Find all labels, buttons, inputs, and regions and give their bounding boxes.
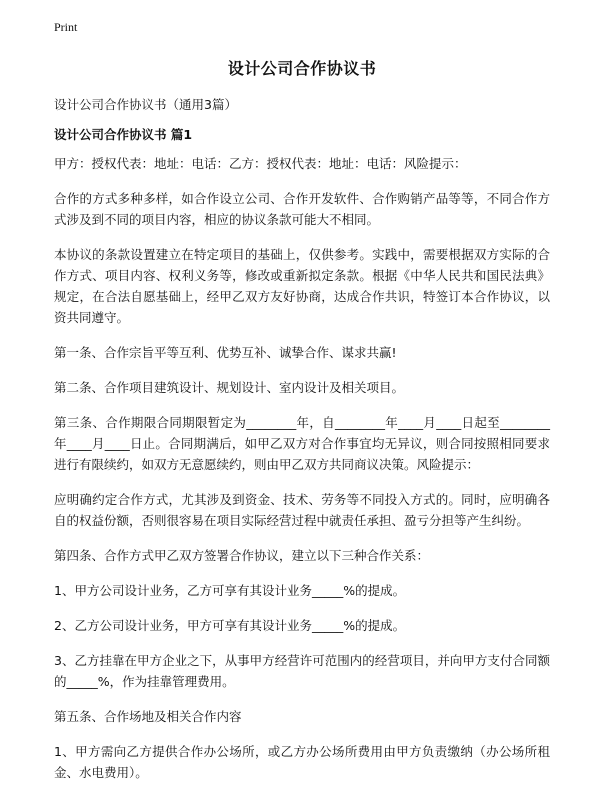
clause-1: 第一条、合作宗旨平等互利、优势互补、诚挚合作、谋求共赢!	[54, 345, 397, 360]
clause-4-item-1: 1、甲方公司设计业务，乙方可享有其设计业务_____%的提成。	[54, 583, 406, 598]
clause-5-item-1: 1、甲方需向乙方提供合作办公场所，或乙方办公场所费用由甲方负责缴纳（办公场所租金、水电费用）。	[54, 744, 550, 780]
document-title: 设计公司合作协议书	[227, 59, 377, 78]
print-link[interactable]: Print	[54, 20, 78, 34]
clause-4-item-2: 2、乙方公司设计业务，甲方可享有其设计业务_____%的提成。	[54, 618, 406, 633]
paragraph-parties: 甲方：授权代表：地址：电话：乙方：授权代表：地址：电话：风险提示：	[54, 156, 467, 171]
clause-4-item-3: 3、乙方挂靠在甲方企业之下，从事甲方经营许可范围内的经营项目，并向甲方支付合同额的_____%，作为挂靠管理费用。	[54, 653, 550, 689]
risk-note: 应明确约定合作方式，尤其涉及到资金、技术、劳务等不同投入方式的。同时，应明确各自的权益份额，否则很容易在项目实际经营过程中就责任承担、盈亏分担等产生纠纷。	[54, 492, 550, 528]
paragraph-cooperation-methods: 合作的方式多种多样，如合作设立公司、合作开发软件、合作购销产品等等，不同合作方式涉及到不同的项目内容，相应的协议条款可能大不相同。	[54, 191, 550, 227]
clause-3: 第三条、合作期限合同期限暂定为________年，自________年____月____日起至________年____月____日止。合同期满后，如甲乙双方对合作事宜均无异议，则合同按照相同要求进行有限续约，如双方无意愿续约，则由甲乙双方共同商议决策。风险提示：	[54, 415, 550, 472]
clause-5: 第五条、合作场地及相关合作内容	[54, 709, 242, 724]
clause-2: 第二条、合作项目建筑设计、规划设计、室内设计及相关项目。	[54, 380, 405, 395]
clause-4: 第四条、合作方式甲乙双方签署合作协议，建立以下三种合作关系：	[54, 548, 430, 563]
document-body	[54, 153, 550, 797]
paragraph-preamble: 本协议的条款设置建立在特定项目的基础上，仅供参考。实践中，需要根据双方实际的合作方式、项目内容、权利义务等，修改或重新拟定条款。根据《中华人民共和国民法典》规定，在合法自愿基础上，经甲乙双方友好协商，达成合作共识，特签订本合作协议，以资共同遵守。	[54, 247, 550, 325]
section-heading: 设计公司合作协议书 篇1	[54, 127, 193, 142]
document-subtitle: 设计公司合作协议书（通用3篇）	[54, 97, 237, 112]
